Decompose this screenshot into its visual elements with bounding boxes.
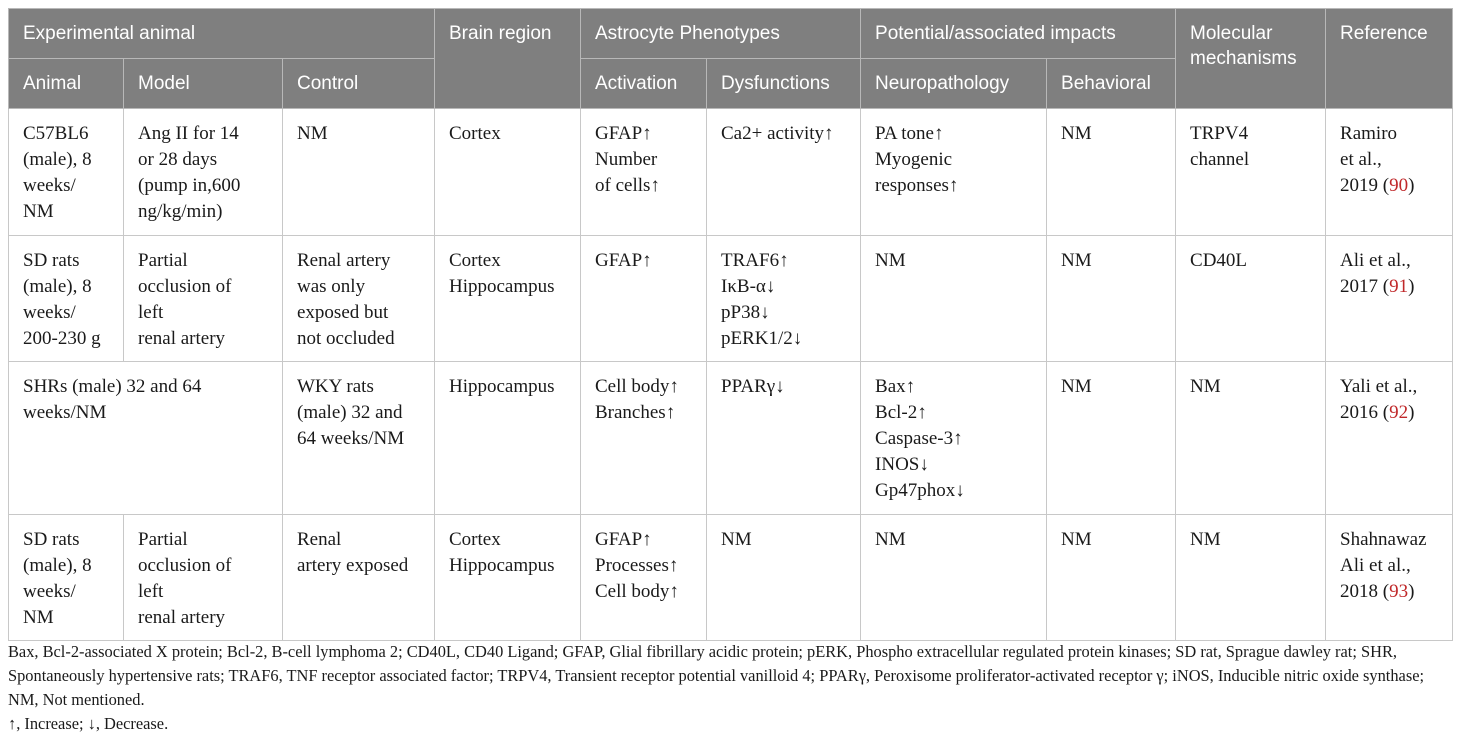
- cell-model: Partial occlusion of left renal artery: [124, 515, 283, 641]
- reference-link[interactable]: 93: [1389, 581, 1409, 602]
- cell-activation: GFAP↑: [581, 236, 707, 362]
- reference-close: ): [1408, 402, 1415, 423]
- cell-reference: [1326, 236, 1453, 362]
- header-activation: Activation: [581, 59, 707, 109]
- cell-model: Ang II for 14 or 28 days (pump in,600 ng/kg/min): [124, 109, 283, 236]
- header-animal: Animal: [9, 59, 124, 109]
- cell-control: Renal artery was only exposed but not occluded: [283, 236, 435, 362]
- reference-text: Ali et al., 2017 (: [1340, 250, 1411, 297]
- cell-reference: [1326, 109, 1453, 236]
- cell-brain-region: Cortex Hippocampus: [435, 515, 581, 641]
- cell-brain-region: Cortex Hippocampus: [435, 236, 581, 362]
- astrocyte-table: [8, 8, 1453, 641]
- table-row: [9, 236, 1453, 362]
- cell-behavioral: NM: [1047, 362, 1176, 515]
- cell-activation: GFAP↑ Processes↑ Cell body↑: [581, 515, 707, 641]
- cell-control: NM: [283, 109, 435, 236]
- cell-neuropathology: PA tone↑ Myogenic responses↑: [861, 109, 1047, 236]
- table-container: [8, 8, 1452, 641]
- cell-molecular: CD40L: [1176, 236, 1326, 362]
- cell-control: WKY rats (male) 32 and 64 weeks/NM: [283, 362, 435, 515]
- header-brain-region: Brain region: [435, 9, 581, 109]
- header-model: Model: [124, 59, 283, 109]
- cell-molecular: NM: [1176, 362, 1326, 515]
- cell-behavioral: NM: [1047, 515, 1176, 641]
- cell-brain-region: Cortex: [435, 109, 581, 236]
- reference-close: ): [1408, 175, 1415, 196]
- cell-animal: SD rats (male), 8 weeks/ 200-230 g: [9, 236, 124, 362]
- reference-link[interactable]: 92: [1389, 402, 1409, 423]
- reference-text: Ramiro et al., 2019 (: [1340, 123, 1398, 196]
- reference-link[interactable]: 90: [1389, 175, 1409, 196]
- cell-activation: GFAP↑ Number of cells↑: [581, 109, 707, 236]
- footnote-abbreviations: Bax, Bcl-2-associated X protein; Bcl-2, B-cell lymphoma 2; CD40L, CD40 Ligand; GFAP, Glial fibrillary acidic protein; pERK, Phospho extracellular regulated protein kinases; SD rat, Sprague dawley rat; SHR, Spontaneously hypertensive rats; TRAF6, TNF receptor associated factor; TRPV4, Transient receptor potential vanilloid 4; PPARγ, Peroxisome proliferator-activated receptor γ; iNOS, Inducible nitric oxide synthase; NM, Not mentioned.: [8, 642, 1425, 709]
- cell-activation: Cell body↑ Branches↑: [581, 362, 707, 515]
- cell-neuropathology: NM: [861, 515, 1047, 641]
- header-experimental-animal: Experimental animal: [9, 9, 435, 59]
- cell-behavioral: NM: [1047, 236, 1176, 362]
- header-molecular-mechanisms: Molecular mechanisms: [1176, 9, 1326, 109]
- header-astrocyte-phenotypes: Astrocyte Phenotypes: [581, 9, 861, 59]
- reference-link[interactable]: 91: [1389, 276, 1409, 297]
- reference-close: ): [1408, 581, 1415, 602]
- cell-animal: C57BL6 (male), 8 weeks/ NM: [9, 109, 124, 236]
- cell-reference: [1326, 362, 1453, 515]
- cell-model: Partial occlusion of left renal artery: [124, 236, 283, 362]
- header-row-top: [9, 9, 1453, 59]
- cell-behavioral: NM: [1047, 109, 1176, 236]
- reference-text: Shahnawaz Ali et al., 2018 (: [1340, 529, 1427, 602]
- cell-reference: [1326, 515, 1453, 641]
- cell-dysfunctions: Ca2+ activity↑: [707, 109, 861, 236]
- cell-neuropathology: Bax↑ Bcl-2↑ Caspase-3↑ INOS↓ Gp47phox↓: [861, 362, 1047, 515]
- cell-control: Renal artery exposed: [283, 515, 435, 641]
- table-row: [9, 362, 1453, 515]
- cell-animal-model: SHRs (male) 32 and 64 weeks/NM: [9, 362, 283, 515]
- header-neuropathology: Neuropathology: [861, 59, 1047, 109]
- cell-neuropathology: NM: [861, 236, 1047, 362]
- table-row: [9, 109, 1453, 236]
- reference-close: ): [1408, 276, 1415, 297]
- header-reference: Reference: [1326, 9, 1453, 109]
- cell-molecular: TRPV4 channel: [1176, 109, 1326, 236]
- header-potential-impacts: Potential/associated impacts: [861, 9, 1176, 59]
- table-footnote: [8, 640, 1452, 736]
- footnote-arrows: ↑, Increase; ↓, Decrease.: [8, 714, 169, 733]
- table-row: [9, 515, 1453, 641]
- cell-dysfunctions: TRAF6↑ IκB-α↓ pP38↓ pERK1/2↓: [707, 236, 861, 362]
- cell-molecular: NM: [1176, 515, 1326, 641]
- cell-animal: SD rats (male), 8 weeks/ NM: [9, 515, 124, 641]
- header-control: Control: [283, 59, 435, 109]
- cell-brain-region: Hippocampus: [435, 362, 581, 515]
- header-behavioral: Behavioral: [1047, 59, 1176, 109]
- header-dysfunctions: Dysfunctions: [707, 59, 861, 109]
- cell-dysfunctions: NM: [707, 515, 861, 641]
- cell-dysfunctions: PPARγ↓: [707, 362, 861, 515]
- reference-text: Yali et al., 2016 (: [1340, 376, 1418, 423]
